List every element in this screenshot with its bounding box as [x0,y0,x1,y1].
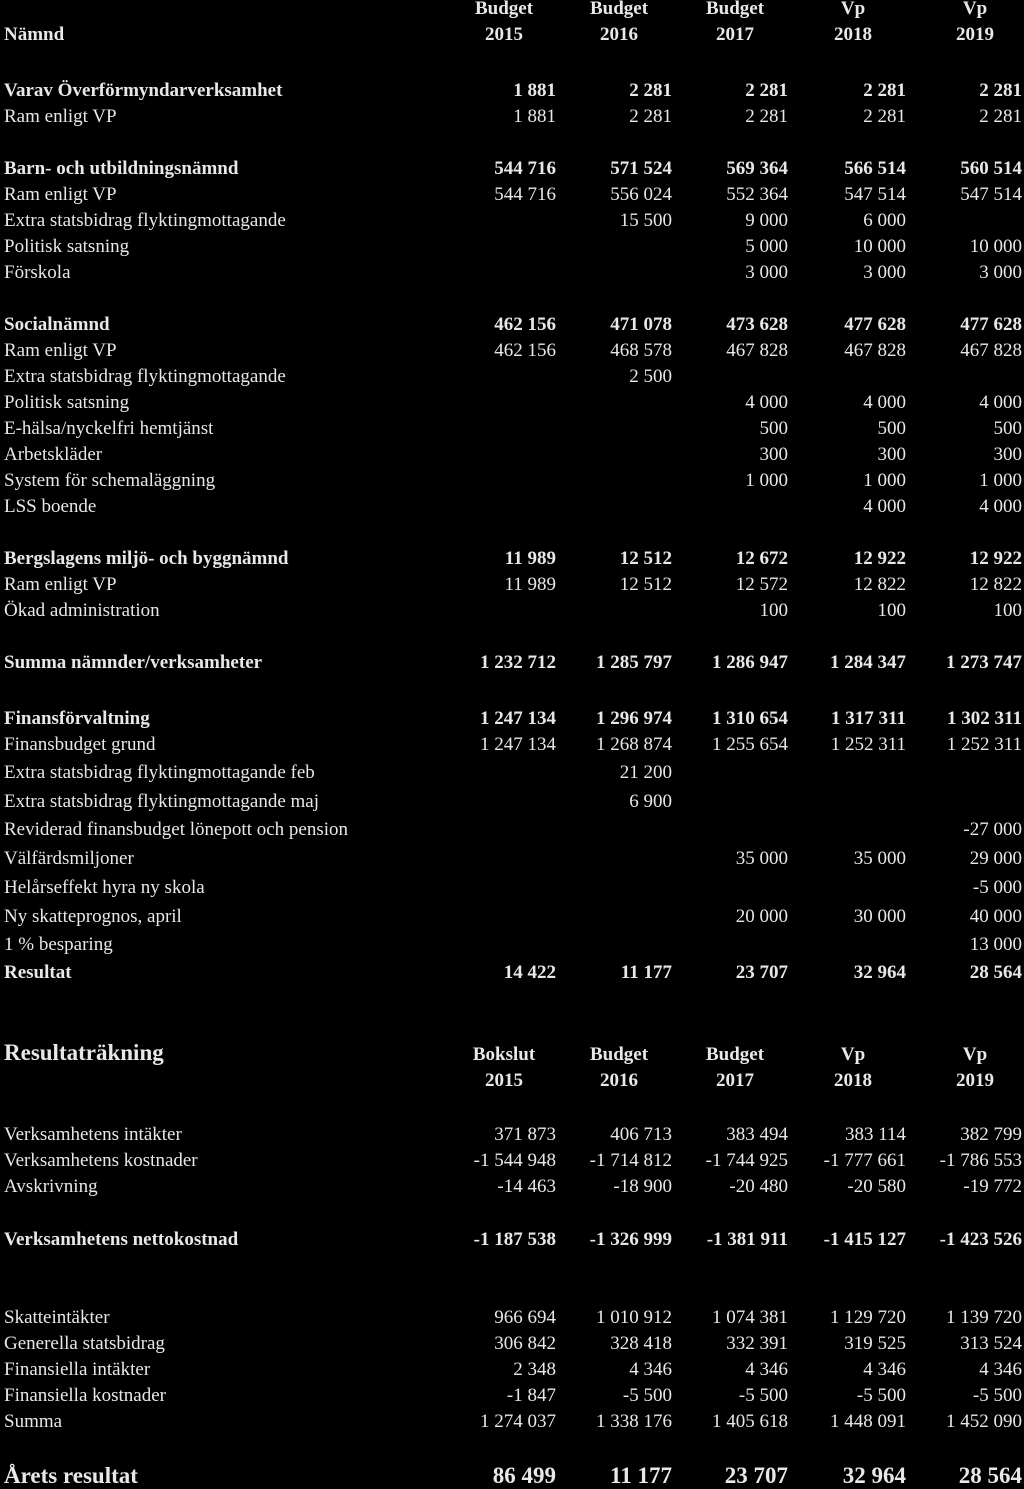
cell-value: 1 255 654 [712,734,788,755]
row-label: Verksamhetens intäkter [4,1124,182,1145]
cell-value: 2 281 [629,80,672,101]
cell-value: 4 000 [979,392,1022,413]
budget-row [0,494,1024,520]
cell-value: 2 281 [979,80,1022,101]
cell-value: 1 296 974 [596,708,672,729]
row-label: Extra statsbidrag flyktingmottagande feb [4,762,315,783]
header-col2-line1: Budget [589,0,649,19]
cell-value: -1 714 812 [589,1150,672,1171]
cell-value: -27 000 [963,819,1022,840]
cell-value: 406 713 [610,1124,672,1145]
row-label: Välfärdsmiljoner [4,848,134,869]
cell-value: 29 000 [969,848,1022,869]
cell-value: 383 494 [726,1124,788,1145]
cell-value: 473 628 [726,314,788,335]
cell-value: 30 000 [853,906,906,927]
cell-value: 40 000 [969,906,1022,927]
budget-row [0,572,1024,598]
header-col4-line2: 2018 [834,24,872,45]
result-header-col1-line2: 2015 [485,1070,523,1091]
cell-value: -5 500 [856,1385,906,1406]
cell-value: 544 716 [494,158,556,179]
cell-value: 1 000 [979,470,1022,491]
cell-value: 2 500 [629,366,672,387]
cell-value: -20 580 [847,1176,906,1197]
row-label: Helårseffekt hyra ny skola [4,877,205,898]
cell-value: -1 423 526 [939,1229,1022,1250]
row-label: Förskola [4,262,71,283]
row-label: Ram enligt VP [4,340,117,361]
cell-value: 28 564 [958,1463,1022,1488]
cell-value: 500 [759,418,788,439]
row-label: Politisk satsning [4,392,130,413]
row-label: Verksamhetens kostnader [4,1150,198,1171]
cell-value: -1 847 [506,1385,556,1406]
budget-row [0,104,1024,130]
row-label: Generella statsbidrag [4,1333,165,1354]
cell-value: 12 922 [853,548,906,569]
cell-value: 3 000 [979,262,1022,283]
row-label: Avskrivning [4,1176,98,1197]
row-label: Årets resultat [4,1463,138,1488]
column-header-namnd: Nämnd [4,24,65,45]
cell-value: 500 [877,418,906,439]
cell-value: 21 200 [619,762,672,783]
cell-value: 569 364 [726,158,788,179]
row-label: Ram enligt VP [4,574,117,595]
result-header-col5-line2: 2019 [956,1070,994,1091]
cell-value: 9 000 [745,210,788,231]
cell-value: 100 [759,600,788,621]
cell-value: 4 346 [863,1359,906,1380]
row-label: Reviderad finansbudget lönepott och pension [4,819,349,840]
cell-value: -1 744 925 [705,1150,788,1171]
cell-value: -1 415 127 [823,1229,906,1250]
cell-value: 1 286 947 [712,652,788,673]
cell-value: 552 364 [726,184,788,205]
cell-value: -5 500 [972,1385,1022,1406]
budget-row [0,182,1024,208]
cell-value: -5 500 [622,1385,672,1406]
row-label: Finansiella intäkter [4,1359,151,1380]
cell-value: 4 000 [863,392,906,413]
cell-value: 2 281 [745,106,788,127]
row-label: Extra statsbidrag flyktingmottagande maj [4,791,320,812]
row-label: Extra statsbidrag flyktingmottagande [4,210,286,231]
cell-value: 1 252 311 [830,734,906,755]
row-label: E-hälsa/nyckelfri hemtjänst [4,418,214,439]
cell-value: 5 000 [745,236,788,257]
cell-value: 300 [759,444,788,465]
cell-value: 500 [993,418,1022,439]
header-col1-line2: 2015 [485,24,523,45]
cell-value: 1 139 720 [946,1307,1022,1328]
cell-value: 1 252 311 [946,734,1022,755]
row-label: System för schemaläggning [4,470,216,491]
row-label: Finansförvaltning [4,708,150,729]
cell-value: 560 514 [960,158,1022,179]
budget-row [0,234,1024,260]
cell-value: 35 000 [853,848,906,869]
budget-row [0,732,1024,758]
cell-value: 4 346 [979,1359,1022,1380]
cell-value: 300 [993,444,1022,465]
cell-value: 468 578 [610,340,672,361]
cell-value: 571 524 [610,158,672,179]
result-row [0,1357,1024,1383]
header-col5-line2: 2019 [956,24,994,45]
row-label: Bergslagens miljö- och byggnämnd [4,548,289,569]
cell-value: 471 078 [610,314,672,335]
result-row [0,1148,1024,1174]
result-header-col2-line2: 2016 [600,1070,638,1091]
cell-value: 544 716 [494,184,556,205]
cell-value: 1 338 176 [596,1411,672,1432]
budget-row [0,760,1024,786]
cell-value: 547 514 [844,184,906,205]
cell-value: -1 777 661 [823,1150,906,1171]
result-row [0,1383,1024,1409]
cell-value: 1 448 091 [830,1411,906,1432]
cell-value: 86 499 [492,1463,556,1488]
budget-row [0,390,1024,416]
cell-value: 1 074 381 [712,1307,788,1328]
cell-value: 12 822 [853,574,906,595]
budget-row [0,846,1024,872]
result-header-col1-line1: Bokslut [472,1044,536,1065]
cell-value: 300 [877,444,906,465]
result-row [0,1227,1024,1253]
cell-value: 328 418 [610,1333,672,1354]
cell-value: 10 000 [853,236,906,257]
cell-value: 32 964 [853,962,906,983]
cell-value: 1 317 311 [831,708,906,729]
cell-value: 1 881 [513,80,556,101]
cell-value: -18 900 [613,1176,672,1197]
cell-value: 2 281 [863,106,906,127]
header-col3-line2: 2017 [716,24,754,45]
result-row [0,1331,1024,1357]
cell-value: 2 281 [979,106,1022,127]
budget-row [0,338,1024,364]
budget-row [0,260,1024,286]
cell-value: 566 514 [844,158,906,179]
cell-value: -1 544 948 [473,1150,556,1171]
budget-row [0,932,1024,958]
cell-value: 10 000 [969,236,1022,257]
cell-value: 462 156 [494,340,556,361]
budget-row [0,706,1024,732]
cell-value: 4 000 [745,392,788,413]
cell-value: 12 512 [619,548,672,569]
cell-value: -14 463 [497,1176,556,1197]
cell-value: 383 114 [844,1124,906,1145]
cell-value: 23 707 [724,1463,788,1488]
budget-row [0,78,1024,104]
result-header-col4-line1: Vp [840,1044,866,1065]
budget-row [0,875,1024,901]
row-label: LSS boende [4,496,97,517]
cell-value: 14 422 [503,962,556,983]
row-label: Verksamhetens nettokostnad [4,1229,239,1250]
row-label: Politisk satsning [4,236,130,257]
cell-value: 12 572 [735,574,788,595]
cell-value: -1 786 553 [939,1150,1022,1171]
row-label: 1 % besparing [4,934,113,955]
cell-value: 3 000 [745,262,788,283]
budget-row [0,364,1024,390]
row-label: Arbetskläder [4,444,103,465]
budget-row [0,546,1024,572]
cell-value: -1 326 999 [589,1229,672,1250]
cell-value: 1 273 747 [946,652,1022,673]
cell-value: 1 129 720 [830,1307,906,1328]
cell-value: 477 628 [844,314,906,335]
cell-value: 4 000 [863,496,906,517]
cell-value: 306 842 [494,1333,556,1354]
result-header-col3-line2: 2017 [716,1070,754,1091]
result-row [0,1463,1024,1489]
cell-value: 3 000 [863,262,906,283]
row-label: Resultat [4,962,72,983]
result-row [0,1409,1024,1435]
cell-value: 462 156 [494,314,556,335]
cell-value: -1 381 911 [706,1229,788,1250]
cell-value: 547 514 [960,184,1022,205]
cell-value: 11 989 [504,548,556,569]
cell-value: -5 000 [972,877,1022,898]
cell-value: 6 900 [629,791,672,812]
result-header-col3-line1: Budget [705,1044,765,1065]
row-label: Finansiella kostnader [4,1385,166,1406]
budget-row [0,208,1024,234]
budget-row [0,817,1024,843]
cell-value: 20 000 [735,906,788,927]
header-col2-line2: 2016 [600,24,638,45]
row-label: Finansbudget grund [4,734,156,755]
cell-value: -1 187 538 [473,1229,556,1250]
cell-value: 382 799 [960,1124,1022,1145]
budget-row [0,789,1024,815]
header-col1-line1: Budget [474,0,534,19]
row-label: Summa [4,1411,63,1432]
budget-row [0,468,1024,494]
row-label: Varav Överförmyndarverksamhet [4,80,283,101]
header-col3-line1: Budget [705,0,765,19]
budget-row [0,416,1024,442]
cell-value: 1 285 797 [596,652,672,673]
header-col4-line1: Vp [840,0,866,19]
cell-value: -5 500 [738,1385,788,1406]
cell-value: 1 405 618 [712,1411,788,1432]
header-col5-line1: Vp [962,0,988,19]
cell-value: 1 247 134 [480,734,556,755]
cell-value: 1 302 311 [947,708,1022,729]
row-label: Socialnämnd [4,314,110,335]
row-label: Barn- och utbildningsnämnd [4,158,239,179]
cell-value: 4 000 [979,496,1022,517]
cell-value: 2 281 [629,106,672,127]
row-label: Ökad administration [4,600,160,621]
cell-value: 371 873 [494,1124,556,1145]
budget-row [0,442,1024,468]
cell-value: 477 628 [960,314,1022,335]
cell-value: 12 922 [969,548,1022,569]
result-header-col4-line2: 2018 [834,1070,872,1091]
cell-value: 11 177 [610,1463,672,1488]
cell-value: -20 480 [729,1176,788,1197]
cell-value: 4 346 [629,1359,672,1380]
budget-row [0,598,1024,624]
budget-row [0,904,1024,930]
cell-value: 1 010 912 [596,1307,672,1328]
result-row [0,1305,1024,1331]
cell-value: 2 281 [745,80,788,101]
budget-row [0,650,1024,676]
cell-value: 319 525 [844,1333,906,1354]
budget-row [0,960,1024,986]
cell-value: 4 346 [745,1359,788,1380]
row-label: Extra statsbidrag flyktingmottagande [4,366,286,387]
budget-row [0,156,1024,182]
cell-value: 1 268 874 [596,734,672,755]
cell-value: 2 348 [513,1359,556,1380]
cell-value: 13 000 [969,934,1022,955]
cell-value: 1 881 [513,106,556,127]
cell-value: 1 000 [745,470,788,491]
row-label: Summa nämnder/verksamheter [4,652,263,673]
budget-row [0,312,1024,338]
cell-value: 1 284 347 [830,652,906,673]
cell-value: 12 512 [619,574,672,595]
cell-value: 467 828 [726,340,788,361]
result-row [0,1122,1024,1148]
cell-value: 28 564 [969,962,1022,983]
cell-value: 11 177 [620,962,672,983]
cell-value: 1 452 090 [946,1411,1022,1432]
cell-value: 2 281 [863,80,906,101]
cell-value: 1 232 712 [480,652,556,673]
cell-value: 6 000 [863,210,906,231]
cell-value: 15 500 [619,210,672,231]
row-label: Skatteintäkter [4,1307,110,1328]
cell-value: 467 828 [960,340,1022,361]
cell-value: 1 000 [863,470,906,491]
cell-value: 100 [993,600,1022,621]
cell-value: -19 772 [963,1176,1022,1197]
cell-value: 556 024 [610,184,672,205]
result-row [0,1174,1024,1200]
cell-value: 12 822 [969,574,1022,595]
cell-value: 1 274 037 [480,1411,556,1432]
row-label: Ram enligt VP [4,184,117,205]
cell-value: 332 391 [726,1333,788,1354]
cell-value: 313 524 [960,1333,1022,1354]
result-header-col5-line1: Vp [962,1044,988,1065]
cell-value: 1 310 654 [712,708,788,729]
result-header-col2-line1: Budget [589,1044,649,1065]
resultatrakning-title: Resultaträkning [4,1040,164,1065]
row-label: Ny skatteprognos, april [4,906,182,927]
cell-value: 32 964 [842,1463,906,1488]
cell-value: 1 247 134 [480,708,556,729]
cell-value: 35 000 [735,848,788,869]
cell-value: 100 [877,600,906,621]
cell-value: 23 707 [735,962,788,983]
cell-value: 966 694 [494,1307,556,1328]
row-label: Ram enligt VP [4,106,117,127]
cell-value: 467 828 [844,340,906,361]
cell-value: 11 989 [504,574,556,595]
cell-value: 12 672 [735,548,788,569]
